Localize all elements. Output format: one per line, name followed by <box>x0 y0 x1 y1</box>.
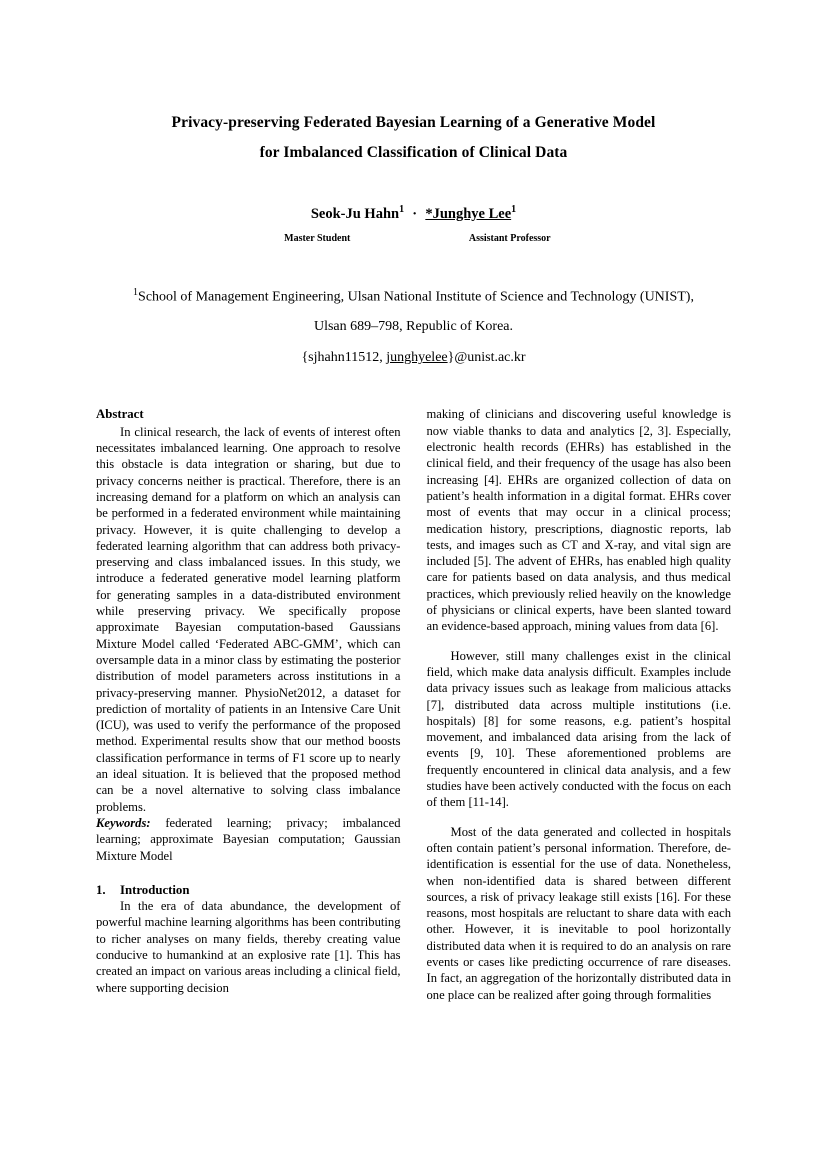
author-first-role: Master Student <box>284 232 351 244</box>
author-second-role: Assistant Professor <box>468 232 551 244</box>
affiliation-block <box>96 278 731 343</box>
author-second-affil-marker: 1 <box>511 204 517 215</box>
section-title: Introduction <box>120 882 190 897</box>
author-second: *Junghye Lee$^1$ <box>425 204 517 222</box>
author-first: Seok-Ju Hahn$^1$ <box>310 204 405 222</box>
section-introduction-heading <box>96 882 401 898</box>
author-first-affil-marker: 1 <box>399 204 405 215</box>
affiliation-marker: 1 <box>133 286 139 298</box>
author-roles <box>96 233 731 244</box>
email-link[interactable]: junghyelee <box>386 350 448 366</box>
abstract-text: In clinical research, the lack of events of interest often necessitates imbalanced learning. One approach to resolve this obstacle is data integration or sharing, but due to privacy concerns neither is practical. Therefore, there is an increasing demand for a platform on which an analysis can be performed in a federated environment while maintaining privacy. However, it is quite challenging to develop a federated learning algorithm that can address both privacy-preserving and class imbalanced issues. In this study, we introduce a federated generative model learning platform for generating samples in a data-distributed environment while preserving privacy. We specifically propose approximate Bayesian computation-based Gaussians Mixture Model called ‘Federated ABC-GMM’, which can oversample data in a minor class by estimating the posterior distribution of model parameters across institutions in a privacy-preserving manner. PhysioNet2012, a dataset for prediction of mortality of patients in an Intensive Care Unit (ICU), was used to verify the performance of the proposed method. Experimental results show that our method boosts classification performance in terms of F1 score up to nearly an ideal situation. It is believed that the proposed method can be a novel alternative to solving class imbalance problems. <box>96 424 401 814</box>
paper-title <box>96 108 731 168</box>
author-separator: · <box>412 205 418 222</box>
intro-paragraph-2: However, still many challenges exist in the clinical field, which make data analysis difficult. Examples include data privacy issues such as leakage from malicious attacks [7], distributed data across multiple institutions (i.e. hospitals) [8] for some reasons, e.g. patient’s hospital movement, and imbalanced data arising from the lack of events [9, 10]. These aforementioned problems are frequently encountered in clinical data analysis, and a few studies have been actively conducted with the focus on each of them [11-14]. <box>426 648 731 810</box>
section-number: 1. <box>96 882 106 897</box>
title-line-1: Privacy-preserving Federated Bayesian Learning of a Generative Model <box>171 114 656 131</box>
affiliation-line-1: $^1$School of Management Engineering, Ulsan National Institute of Science and Technology (UNIST), <box>133 286 694 305</box>
abstract-heading: Abstract <box>96 407 144 422</box>
right-column <box>427 406 732 1002</box>
body-columns <box>96 406 731 1002</box>
left-column <box>96 406 401 1002</box>
keywords-line <box>96 815 401 864</box>
contact-email: {sjhahn11512, junghyelee}@unist.ac.kr <box>301 350 526 366</box>
affiliation-line-2: Ulsan 689–798, Republic of Korea. <box>313 319 514 335</box>
title-line-2: for Imbalanced Classification of Clinical Data <box>259 144 568 161</box>
keywords-text: federated learning; privacy; imbalanced learning; approximate Bayesian computation; Gaussian Mixture Model <box>96 815 401 863</box>
keywords-label: Keywords: <box>96 815 151 830</box>
author-list <box>96 204 731 223</box>
intro-paragraph-part-left: In the era of data abundance, the development of powerful machine learning algorithms has been contributing to richer analyses on many fields, thereby creating value conducive to humankind at an explosive rate [1]. This has created an impact on various areas including a clinical field, where supporting decision <box>96 899 401 995</box>
intro-paragraph-3: Most of the data generated and collected in hospitals often contain patient’s personal information. Therefore, de-identification is essential for the use of data. Nonetheless, when non-identified data is shared between different sources, a risk of privacy leakage still exists [16]. For these reasons, most hospitals are reluctant to share data with each other. However, it is inevitable to pool horizontally distributed data when it is required to do an analysis on rare events or cases like predicting occurrence of rare diseases. In fact, an aggregation of the horizontally distributed data in one place can be realized after going through formalities <box>426 824 731 1002</box>
intro-paragraph-part-right: making of clinicians and discovering useful knowledge is now viable thanks to data and analytics [2, 3]. Especially, electronic health records (EHRs) has established in the clinical field, and their frequency of the usage has also been increasing [4]. EHRs are organized collection of data on patient’s health information in a digital format. EHRs cover most of events that may occur in a clinical process; medication history, prescriptions, diagnostic reports, lab tests, and images such as CT and X-ray, and vital sign are included [5]. The advent of EHRs, has enabled high quality care for patients based on data analysis, and thus medical practices, which previously relied heavily on the knowledge of physicians or clinical experts, have been slanted toward an evidence-based approach, mining values from data [6]. <box>426 407 731 634</box>
